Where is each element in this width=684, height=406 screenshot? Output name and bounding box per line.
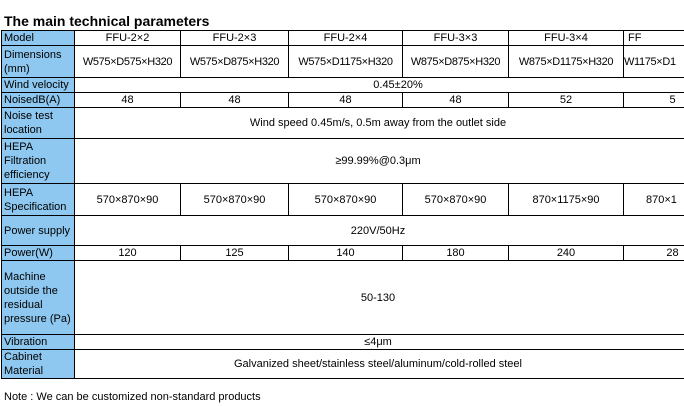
power-cell: 180	[403, 246, 509, 261]
page-title: The main technical parameters	[4, 13, 210, 29]
model-cell: FFU-2×2	[75, 31, 181, 46]
dimensions-cell: W575×D1175×H320	[289, 46, 403, 78]
row-label: Machine outside the residual pressure (Pa)	[2, 261, 75, 335]
cabinet-material-row	[2, 350, 684, 379]
hepa-spec-cell: 570×870×90	[75, 184, 181, 216]
vibration-row	[2, 335, 684, 350]
dimensions-cell: W575×D875×H320	[181, 46, 289, 78]
footnote: Note : We can be customized non-standard products	[4, 391, 261, 403]
wind-velocity-row	[2, 78, 684, 93]
wind-velocity-cell: 0.45±20%	[75, 78, 684, 93]
row-label: HEPA Specification	[2, 184, 75, 216]
noise-row	[2, 93, 684, 108]
noise-cell: 5	[624, 93, 684, 108]
model-cell: FFU-3×3	[403, 31, 509, 46]
hepa-spec-row	[2, 184, 684, 216]
row-label: Noise test location	[2, 108, 75, 139]
power-row	[2, 246, 684, 261]
row-label: Model	[2, 31, 75, 46]
noise-cell: 52	[509, 93, 624, 108]
noise-location-cell: Wind speed 0.45m/s, 0.5m away from the outlet side	[75, 108, 684, 139]
cabinet-material-cell: Galvanized sheet/stainless steel/aluminum/cold-rolled steel	[75, 350, 684, 379]
row-label: Vibration	[2, 335, 75, 350]
technical-parameters-table	[1, 30, 684, 379]
model-cell: FFU-3×4	[509, 31, 624, 46]
dimensions-cell: W575×D575×H320	[75, 46, 181, 78]
dimensions-row	[2, 46, 684, 78]
hepa-spec-cell: 570×870×90	[181, 184, 289, 216]
hepa-spec-cell: 570×870×90	[403, 184, 509, 216]
dimensions-cell: W1175×D1	[624, 46, 684, 78]
power-cell: 28	[624, 246, 684, 261]
power-supply-row	[2, 216, 684, 246]
row-label: Wind velocity	[2, 78, 75, 93]
power-cell: 140	[289, 246, 403, 261]
noise-cell: 48	[289, 93, 403, 108]
power-supply-cell: 220V/50Hz	[75, 216, 684, 246]
row-label: Cabinet Material	[2, 350, 75, 379]
hepa-efficiency-cell: ≥99.99%@0.3μm	[75, 139, 684, 184]
row-label: Dimensions (mm)	[2, 46, 75, 78]
dimensions-cell: W875×D875×H320	[403, 46, 509, 78]
model-cell: FFU-2×3	[181, 31, 289, 46]
row-label: Power supply	[2, 216, 75, 246]
row-label: HEPA Filtration efficiency	[2, 139, 75, 184]
noise-cell: 48	[181, 93, 289, 108]
residual-pressure-row	[2, 261, 684, 335]
hepa-spec-cell: 870×1175×90	[509, 184, 624, 216]
power-cell: 125	[181, 246, 289, 261]
noise-cell: 48	[75, 93, 181, 108]
dimensions-cell: W875×D1175×H320	[509, 46, 624, 78]
power-cell: 120	[75, 246, 181, 261]
model-row	[2, 31, 684, 46]
model-cell: FFU-2×4	[289, 31, 403, 46]
noise-cell: 48	[403, 93, 509, 108]
model-cell: FF	[624, 31, 684, 46]
vibration-cell: ≤4μm	[75, 335, 684, 350]
power-cell: 240	[509, 246, 624, 261]
hepa-spec-cell: 570×870×90	[289, 184, 403, 216]
residual-pressure-cell: 50-130	[75, 261, 684, 335]
hepa-spec-cell: 870×1	[624, 184, 684, 216]
row-label: NoisedB(A)	[2, 93, 75, 108]
hepa-efficiency-row	[2, 139, 684, 184]
row-label: Power(W)	[2, 246, 75, 261]
noise-location-row	[2, 108, 684, 139]
